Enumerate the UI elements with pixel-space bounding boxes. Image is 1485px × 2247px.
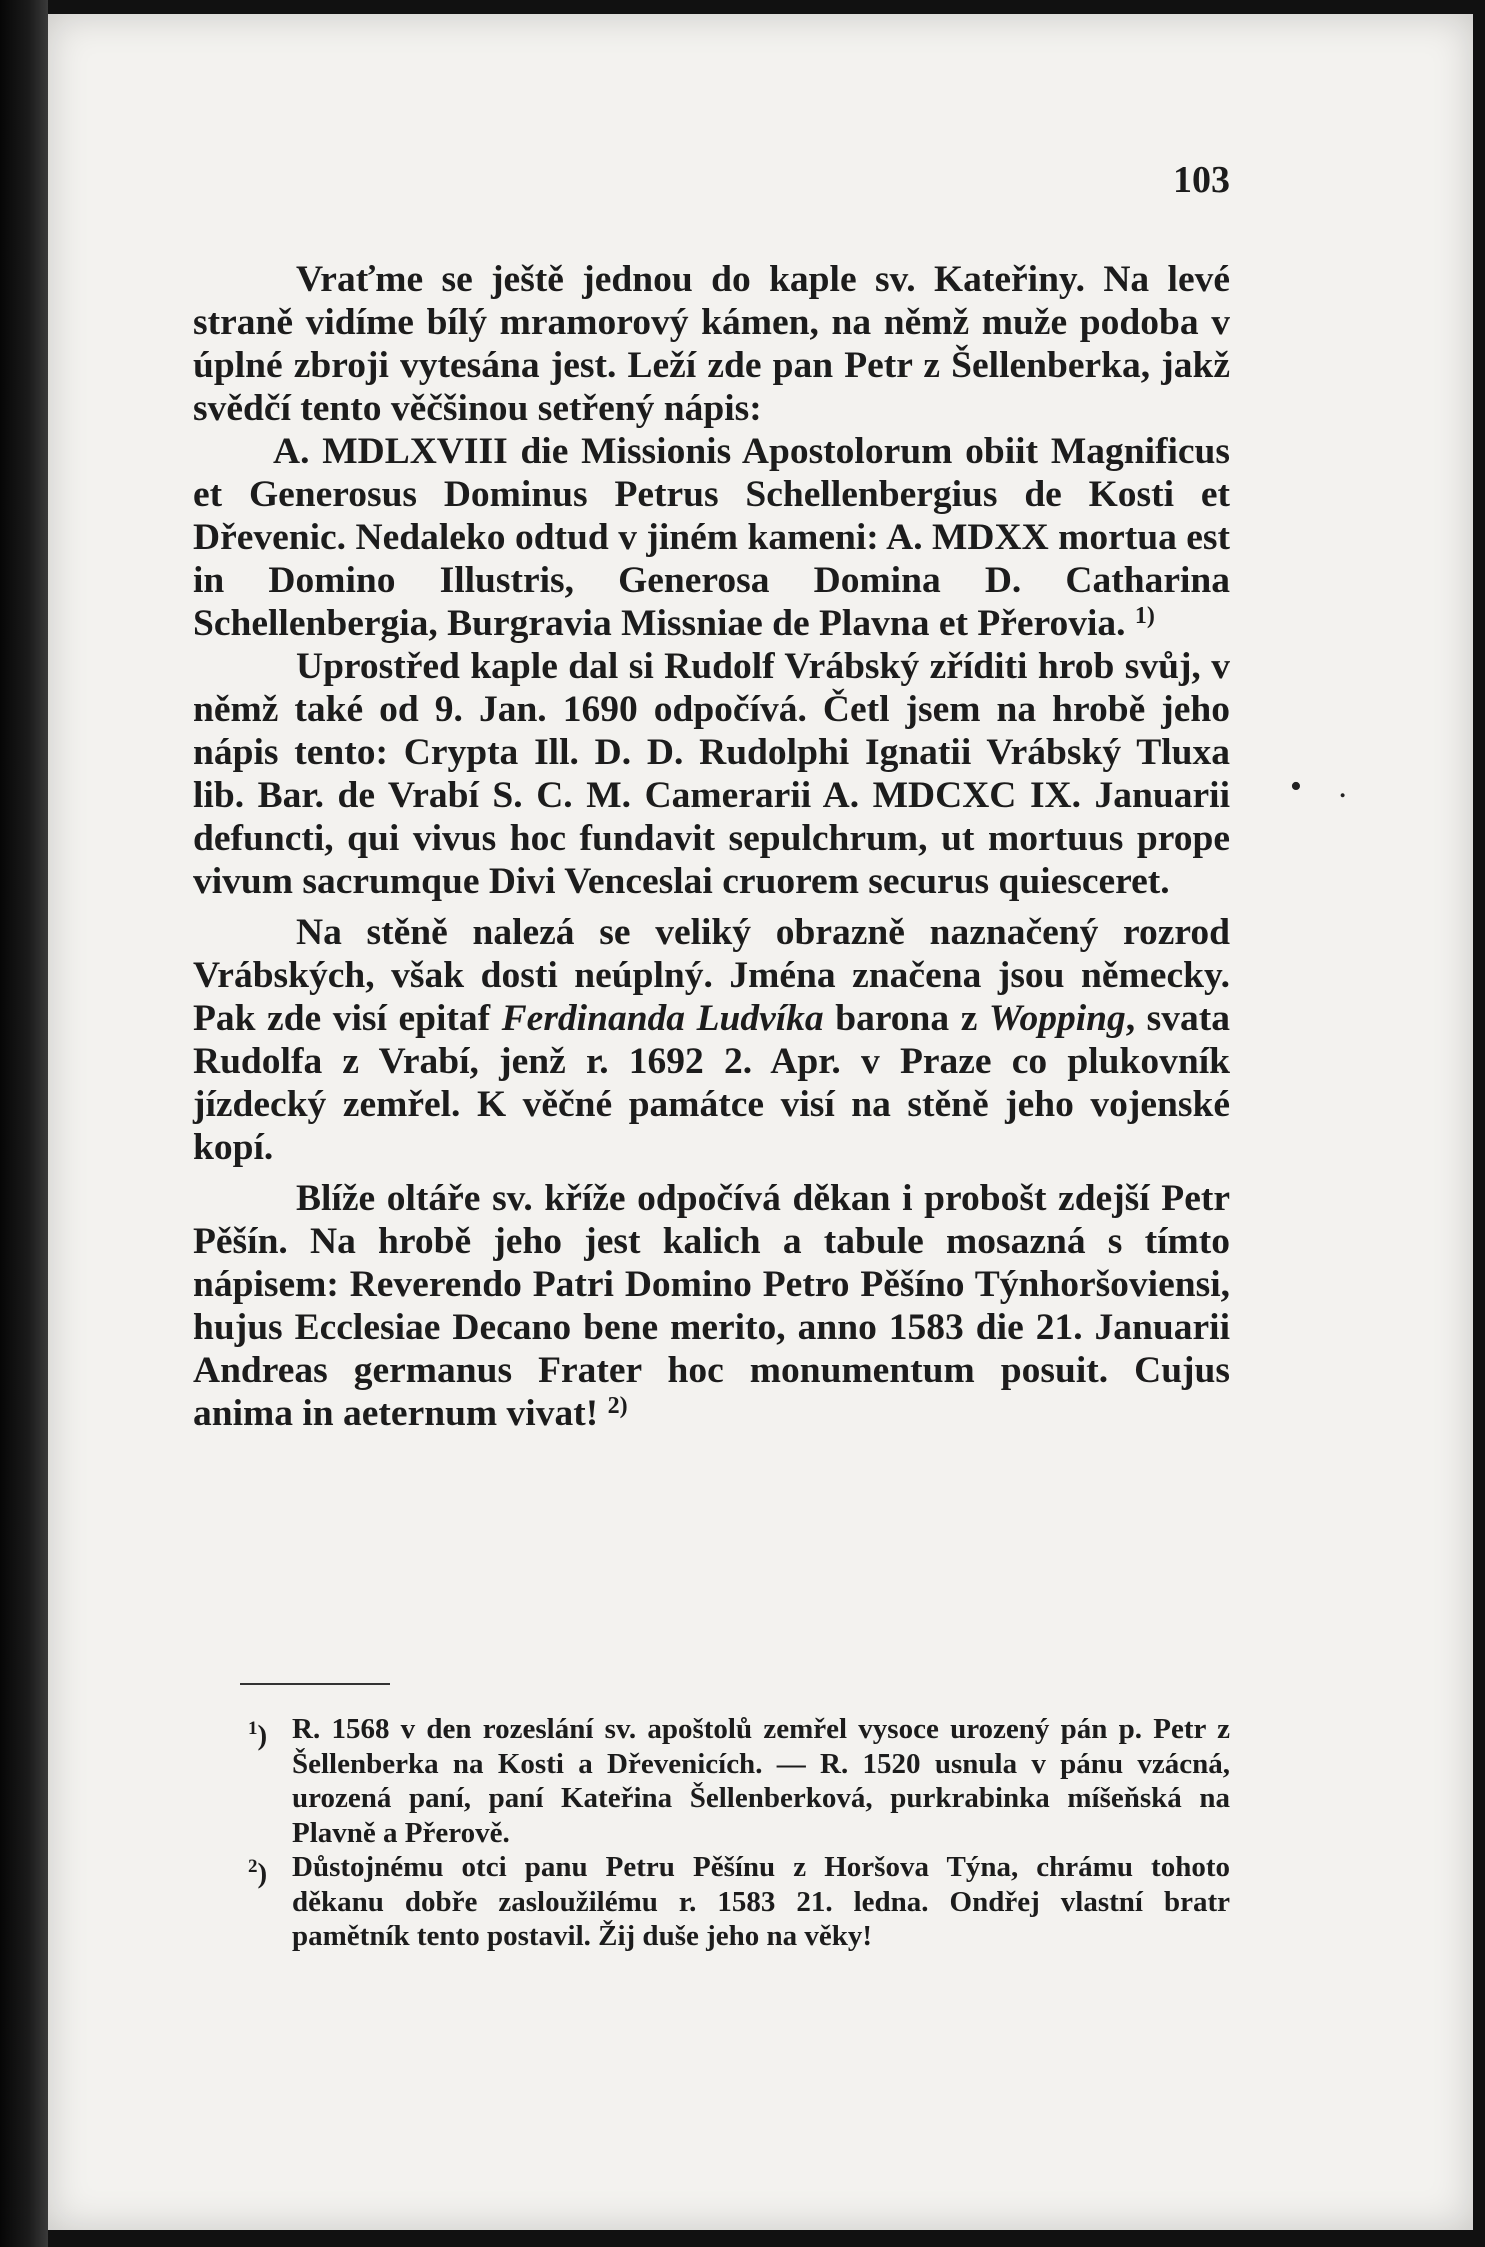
margin-marks: • .	[1290, 768, 1361, 805]
paragraph-5	[193, 1177, 1230, 1435]
footnote-divider	[240, 1683, 390, 1685]
paragraph-1: Vraťme se ještě jednou do kaple sv. Kateřiny. Na levé straně vidíme bílý mramorový kámen, na němž muže podoba v úplné zbroji vytesána jest. Leží zde pan Petr z Šellenberka, jakž svědčí tento věčšinou setřený nápis:	[193, 259, 1230, 429]
footnote-1-text: R. 1568 v den rozeslání sv. apoštolů zemřel vysoce urozený pán p. Petr z Šellenberka na Kosti a Dřevenicích. — R. 1520 usnula v pánu vzácná, urozená paní, paní Kateřina Šellenberková, purkrabinka míšeňská na Plavně a Přerově.	[292, 1713, 1230, 1849]
paragraph-2-text: A. MDLXVIII die Missionis Apostolorum obiit Magnificus et Generosus Dominus Petrus Schellenbergius de Kosti et Dřevenic. Nedaleko odtud v jiném kameni: A. MDXX mortua est in Domino Illustris, Generosa Domina D. Catharina Schellenbergia, Burgravia Missniae de Plavna et Přerovia.	[193, 431, 1230, 644]
page-number: 103	[1173, 159, 1230, 201]
footnote-1	[248, 1712, 1230, 1850]
paragraph-4-text-c: , svata Rudolfa z Vrabí, jenž r. 1692 2. Apr. v Praze co plukovník jízdecký zemřel. K věčné památce visí na stěně jeho vojenské kopí.	[193, 998, 1231, 1168]
paragraph-2-inscription	[193, 430, 1230, 645]
footnote-2	[248, 1850, 1230, 1954]
book-spine-shadow	[0, 0, 48, 2247]
place-name: Wopping	[988, 998, 1126, 1039]
footnote-2-text: Důstojnému otci panu Petru Pěšínu z Horšova Týna, chrámu tohoto děkanu dobře zasloužilému r. 1583 21. ledna. Ondřej vlastní bratr pamětník tento postavil. Žij duše jeho na věky!	[292, 1851, 1230, 1952]
footnotes	[248, 1712, 1230, 1954]
paragraph-5-text: Blíže oltáře sv. kříže odpočívá děkan i probošt zdejší Petr Pěšín. Na hrobě jeho jest kalich a tabule mosazná s tímto nápisem: Reverendo Patri Domino Petro Pěšíno Týnhoršoviensi, hujus Ecclesiae Decano bene merito, anno 1583 die 21. Januarii Andreas germanus Frater hoc monumentum posuit. Cujus anima in aeternum vivat!	[193, 1178, 1230, 1434]
paragraph-4	[193, 911, 1230, 1169]
body-text	[193, 258, 1230, 1435]
footnote-2-mark: $^2$)	[248, 1856, 268, 1890]
footnote-1-mark: $^1$)	[248, 1718, 268, 1752]
paragraph-4-text-b: barona z	[835, 998, 978, 1039]
paragraph-3: Uprostřed kaple dal si Rudolf Vrábský zříditi hrob svůj, v němž také od 9. Jan. 1690 odpočívá. Četl jsem na hrobě jeho nápis tento: Crypta Ill. D. D. Rudolphi Ignatii Vrábský Tluxa lib. Bar. de Vrabí S. C. M. Camerarii A. MDCXC IX. Januarii defuncti, qui vivus hoc fundavit sepulchrum, ut mortuus prope vivum sacrumque Divi Venceslai cruorem securus quiesceret.	[193, 646, 1230, 902]
footnote-ref-2: 2)	[607, 1393, 628, 1419]
paragraph-4-text-a: Na stěně nalezá se veliký obrazně naznačený rozrod Vrábských, však dosti neúplný. Jména značena jsou německy. Pak zde visí epitaf	[193, 912, 1230, 1039]
epitaph-name: Ferdinanda Ludvíka	[501, 998, 824, 1039]
footnote-ref-1: 1)	[1134, 603, 1155, 629]
